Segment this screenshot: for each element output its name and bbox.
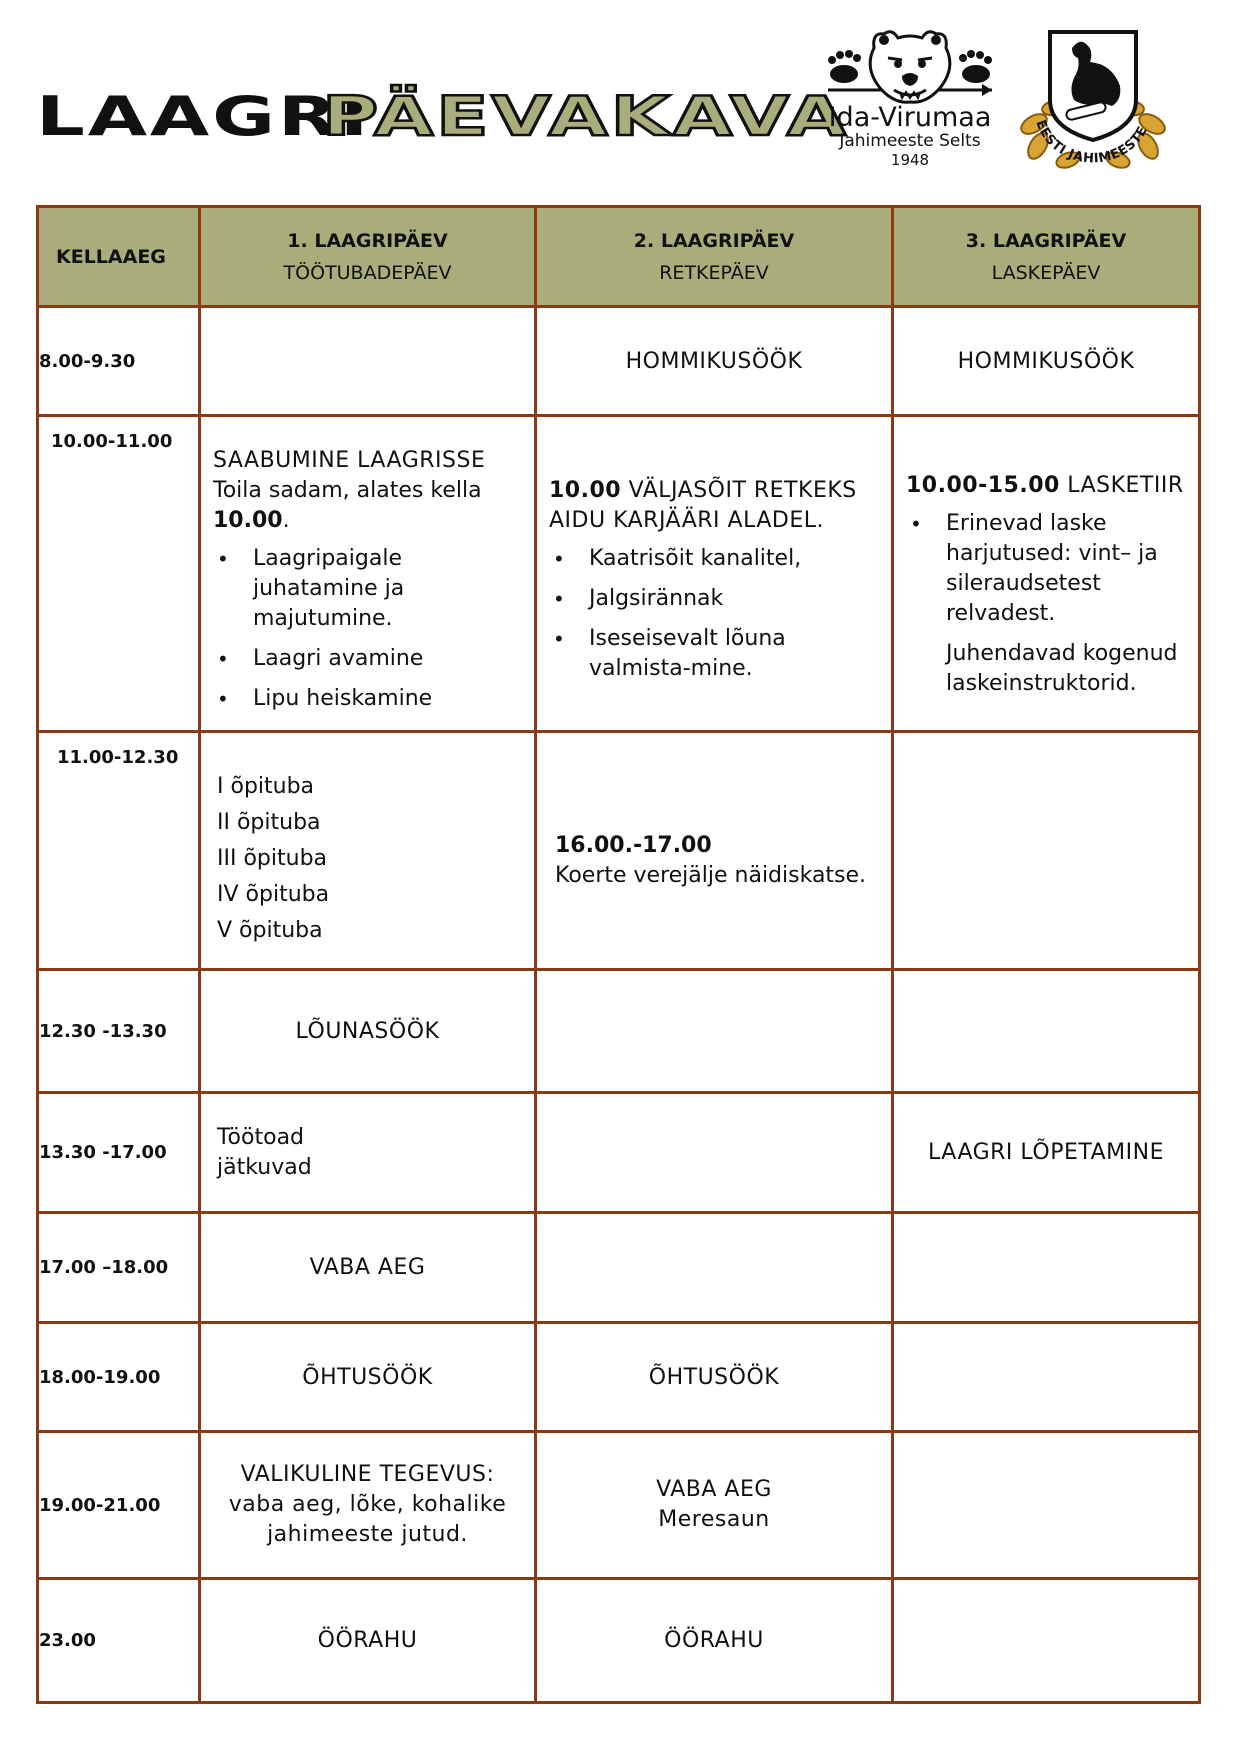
arrival-title: SAABUMINE LAAGRISSE [213, 447, 486, 473]
logo2-ring-text: EESTI JAHIMEESTE [1032, 118, 1151, 167]
list-item: • Kaatrisõit kanalitel, [549, 544, 881, 574]
day2-cell: HOMMIKUSÖÖK [536, 307, 893, 416]
optional-activity-line2: vaba aeg, lõke, kohalike [228, 1492, 507, 1517]
arrival-time-dot: . [282, 507, 290, 533]
time-cell: 19.00-21.00 [38, 1432, 200, 1579]
capercaillie-crest-icon [1016, 28, 1170, 178]
table-row [38, 307, 1200, 416]
table-row [38, 1323, 1200, 1432]
eesti-jahimeeste-selts-logo [1016, 28, 1170, 178]
day2-cell: ÖÖRAHU [536, 1579, 893, 1703]
day3-cell [893, 970, 1200, 1093]
ida-virumaa-logo [818, 28, 1002, 184]
logo1-subtitle: Jahimeeste Selts [839, 131, 981, 151]
day3-cell [893, 1579, 1200, 1703]
header-day3 [893, 207, 1200, 307]
table-row [38, 732, 1200, 970]
hike-title [549, 476, 881, 536]
table-row [38, 1579, 1200, 1703]
workshop-item: III õpituba [217, 846, 328, 871]
logo1-year: 1948 [890, 151, 930, 169]
day2-cell: ÕHTUSÖÖK [536, 1323, 893, 1432]
header-day1-subtitle: TÖÖTUBADEPÄEV [283, 261, 452, 284]
table-row [38, 970, 1200, 1093]
list-item: • Iseseisevalt lõuna valmista-mine. [549, 624, 881, 684]
day1-cell [200, 416, 536, 732]
day3-cell [893, 732, 1200, 970]
dog-trial-time: 16.00.-17.00 [555, 832, 712, 858]
day2-cell [536, 416, 893, 732]
day1-cell [200, 307, 536, 416]
list-item: • Jalgsirännak [549, 584, 881, 614]
table-row [38, 1432, 1200, 1579]
header-day1-title: 1. LAAGRIPÄEV [287, 229, 448, 252]
day2-cell [536, 732, 893, 970]
bear-head-icon [822, 28, 998, 106]
free-time-title: VABA AEG [656, 1477, 772, 1502]
day1-cell: ÖÖRAHU [200, 1579, 536, 1703]
day2-cell [536, 1213, 893, 1323]
day1-cell [200, 1093, 536, 1213]
range-title [906, 471, 1190, 501]
day1-cell: VABA AEG [200, 1213, 536, 1323]
header-time: KELLAAEG [38, 207, 200, 307]
optional-activity-line3: jahimeeste jutud. [267, 1522, 468, 1547]
header-day2 [536, 207, 893, 307]
hike-time: 10.00 [549, 477, 622, 503]
dog-trial-text: Koerte verejälje näidiskatse. [555, 862, 867, 888]
list-item: • Erinevad laske harjutused: vint– ja sileraudsetest relvadest. [906, 509, 1190, 629]
optional-activity-title: VALIKULINE TEGEVUS: [240, 1462, 495, 1487]
day2-cell [536, 970, 893, 1093]
day2-cell [536, 1093, 893, 1213]
header-day3-title: 3. LAAGRIPÄEV [965, 229, 1127, 252]
hike-title-text: VÄLJASÕIT RETKEKS AIDU KARJÄÄRI ALADEL. [549, 477, 857, 533]
day1-cell [200, 732, 536, 970]
day1-activity-list [213, 544, 528, 714]
title-word-paevakava: PÄEVAKAVA [322, 84, 849, 148]
workshop-item: V õpituba [217, 918, 323, 943]
day3-cell [893, 1323, 1200, 1432]
arrival-place [213, 476, 528, 506]
day1-cell: ÕHTUSÖÖK [200, 1323, 536, 1432]
time-cell: 10.00-11.00 [38, 416, 200, 732]
workshops-continue-a: Töötoad [217, 1124, 305, 1150]
workshops-continue-b: jätkuvad [217, 1154, 312, 1180]
table-row [38, 1213, 1200, 1323]
time-cell: 18.00-19.00 [38, 1323, 200, 1432]
arrival-time-bold: 10.00 [213, 507, 283, 533]
arrival-place-text: Toila sadam, alates kella [213, 477, 482, 503]
range-note: Juhendavad kogenud laskeinstruktorid. [946, 640, 1178, 696]
time-cell: 13.30 -17.00 [38, 1093, 200, 1213]
header-day1 [200, 207, 536, 307]
time-cell: 17.00 –18.00 [38, 1213, 200, 1323]
list-item: • Lipu heiskamine [213, 684, 528, 714]
time-cell: 8.00-9.30 [38, 307, 200, 416]
day3-cell [893, 416, 1200, 732]
day3-activity-list [906, 509, 1190, 629]
list-item: • Laagri avamine [213, 644, 528, 674]
header-day2-title: 2. LAAGRIPÄEV [633, 229, 795, 252]
workshop-item: II õpituba [217, 810, 321, 835]
range-time: 10.00-15.00 [906, 472, 1060, 498]
day2-activity-list [549, 544, 881, 684]
day3-cell: HOMMIKUSÖÖK [893, 307, 1200, 416]
arrival-time [213, 506, 528, 536]
list-item: • Laagripaigale juhatamine ja majutumine. [213, 544, 528, 634]
page-title [36, 84, 849, 148]
day2-cell [536, 1432, 893, 1579]
day3-cell [893, 1432, 1200, 1579]
day3-cell: LAAGRI LÕPETAMINE [893, 1093, 1200, 1213]
table-row [38, 416, 1200, 732]
schedule-table [36, 205, 1201, 1704]
header-day2-subtitle: RETKEPÄEV [659, 261, 769, 284]
time-cell: 11.00-12.30 [38, 732, 200, 970]
title-word-laagri: LAAGRI [36, 84, 372, 148]
header-day3-subtitle: LASKEPÄEV [991, 261, 1101, 284]
free-time-sauna: Meresaun [658, 1507, 770, 1532]
logo1-name: Ida-Virumaa [828, 102, 992, 133]
time-cell: 12.30 -13.30 [38, 970, 200, 1093]
workshop-item: IV õpituba [217, 882, 330, 907]
day3-cell [893, 1213, 1200, 1323]
table-header-row [38, 207, 1200, 307]
day1-cell: LÕUNASÖÖK [200, 970, 536, 1093]
table-row [38, 1093, 1200, 1213]
range-title-text: LASKETIIR [1059, 472, 1184, 498]
day1-cell [200, 1432, 536, 1579]
workshop-item: I õpituba [217, 774, 315, 799]
time-cell: 23.00 [38, 1579, 200, 1703]
